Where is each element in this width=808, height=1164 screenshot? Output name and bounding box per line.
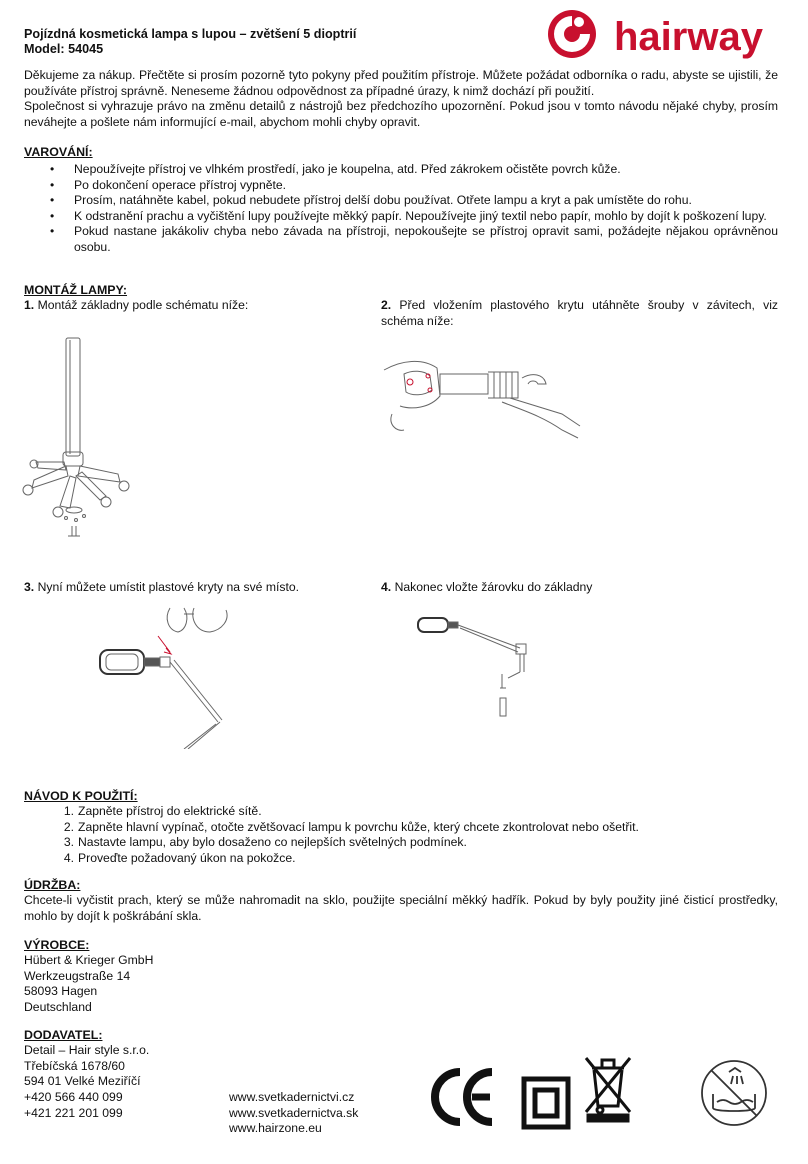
maintenance-text: Chcete-li vyčistit prach, který se může nahromadit na sklo, použijte speciální měkký hadřík. Pokud by byly použity jiné čisticí prostředky, mohlo by dojít k poškrábání skla. [24, 893, 778, 923]
no-water-icon [699, 1058, 769, 1128]
website-link[interactable]: www.svetkadernictva.sk [229, 1105, 359, 1120]
list-item: • Prosím, natáhněte kabel, pokud nebudete přístroj delší dobu používat. Otřete lampu a kryt a pak umístěte do rohu. [24, 193, 778, 209]
plastic-covers-diagram [98, 604, 268, 749]
list-item: • Nepoužívejte přístroj ve vlhkém prostředí, jako je koupelna, atd. Před zákrokem očistěte povrch kůže. [24, 162, 778, 178]
list-item: • Pokud nastane jakákoliv chyba nebo závada na přístroji, nepokoušejte se přístroj opravit sami, požádejte nějakou oprávněnou osobu. [24, 224, 778, 255]
website-link[interactable]: www.hairzone.eu [229, 1121, 322, 1136]
step-number: 1. [24, 298, 35, 312]
step-4-caption: 4. Nakonec vložte žárovku do základny [381, 580, 593, 594]
manufacturer-address: Hübert & Krieger GmbH Werkzeugstraße 14 58093 Hagen Deutschland [24, 953, 154, 1015]
product-name: Pojízdná kosmetická lampa s lupou – zvětšení 5 dioptrií [24, 27, 357, 41]
list-item: • Po dokončení operace přístroj vypněte. [24, 178, 778, 194]
list-item: 2. Zapněte hlavní vypínač, otočte zvětšovací lampu k povrchu kůže, který chcete zkontrolovat nebo ošetřit. [63, 819, 639, 834]
assembly-heading: MONTÁŽ LAMPY: [24, 283, 128, 297]
step-1-caption: 1. Montáž základny podle schématu níže: [24, 298, 249, 312]
document-title [24, 27, 356, 57]
step-3-caption: 3. Nyní můžete umístit plastové kryty na své místo. [24, 580, 300, 594]
warning-heading: VAROVÁNÍ: [24, 145, 93, 159]
hairway-logo [546, 8, 782, 60]
usage-heading: NÁVOD K POUŽITÍ: [24, 789, 138, 803]
step-2-caption: 2. Před vložením plastového krytu utáhněte šrouby v závitech, viz schéma níže: [381, 298, 778, 328]
step-number: 3. [24, 580, 35, 594]
brand-name: hairway [614, 15, 763, 59]
maintenance-heading: ÚDRŽBA: [24, 878, 81, 892]
step-number: 4. [381, 580, 392, 594]
list-item: 4. Proveďte požadovaný úkon na pokožce. [63, 850, 296, 865]
ce-mark-icon [430, 1064, 496, 1130]
intro-paragraph-2: Společnost si vyhrazuje právo na změnu detailů z nástrojů bez předchozího upozornění. Pokud jsou v tomto návodu nějaké chyby, prosím neváhejte a pošlete nám informující e-mail, abychom mohli chyby opravit. [24, 99, 778, 129]
bulb-insert-diagram [416, 604, 546, 719]
screw-joint-diagram [382, 352, 582, 442]
supplier-websites [229, 1090, 358, 1137]
intro-text [24, 68, 778, 130]
hairway-swirl-icon [548, 10, 596, 58]
step-number: 2. [381, 298, 392, 312]
list-item: 3. Nastavte lampu, aby bylo dosaženo co nejlepších světelných podmínek. [63, 835, 467, 850]
intro-paragraph-1: Děkujeme za nákup. Přečtěte si prosím pozorně tyto pokyny před použitím přístroje. Můžete požádat odborníka o radu, abyste se ujistili, že používáte přístroj správně. Neneseme žádnou odpovědnost za případné úrazy, k nimž dochází při použití. [24, 68, 778, 98]
list-item: • K odstranění prachu a vyčištění lupy používejte měkký papír. Nepoužívejte jiný textil nebo papír, mohlo by dojít k poškození lupy. [24, 209, 807, 225]
base-assembly-diagram [14, 330, 154, 545]
model-number: Model: 54045 [24, 42, 104, 56]
usage-steps [24, 804, 639, 866]
weee-bin-icon [582, 1052, 634, 1124]
supplier-address: Detail – Hair style s.r.o. Třebíčská 1678/60 594 01 Velké Meziříčí +420 566 440 099 +421 221 201 099 [24, 1043, 150, 1120]
manufacturer-heading: VÝROBCE: [24, 938, 90, 952]
supplier-heading: DODAVATEL: [24, 1028, 103, 1042]
warning-list [24, 162, 778, 255]
list-item: 1. Zapněte přístroj do elektrické sítě. [63, 804, 262, 818]
website-link[interactable]: www.svetkadernictvi.cz [229, 1090, 355, 1104]
double-insulation-icon [521, 1076, 571, 1130]
